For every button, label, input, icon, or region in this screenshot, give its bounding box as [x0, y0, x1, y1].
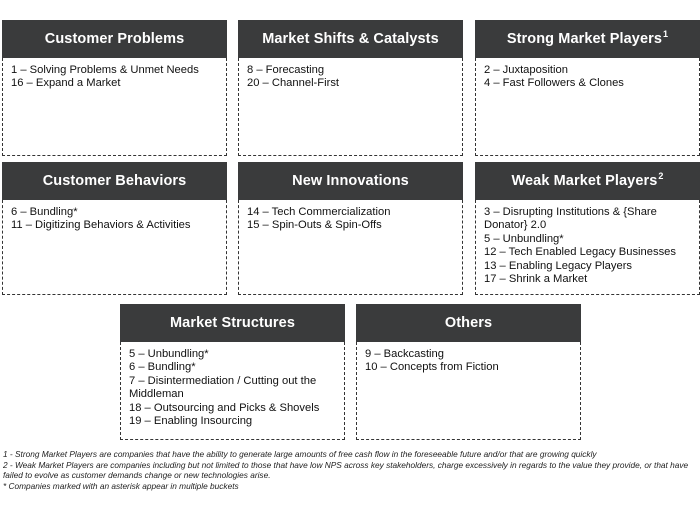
card-market-structures	[120, 304, 345, 440]
card-header: Others	[356, 304, 581, 342]
card-header: Strong Market Players $^1$	[475, 20, 700, 58]
list-item: 18 – Outsourcing and Picks & Shovels	[129, 401, 320, 414]
card-header: Weak Market Players $^2$	[475, 162, 700, 200]
card-market-shifts-catalysts	[238, 20, 463, 156]
list-item: 8 – Forecasting	[247, 64, 325, 76]
card-body	[238, 58, 463, 156]
list-item: 20 – Channel-First	[247, 77, 340, 90]
list-item: 13 – Enabling Legacy Players	[484, 259, 633, 272]
list-item: 6 – Bundling*	[129, 361, 196, 374]
list-item: 9 – Backcasting	[365, 348, 444, 360]
card-header: New Innovations	[238, 162, 463, 200]
card-body	[356, 342, 581, 440]
list-item: 12 – Tech Enabled Legacy Businesses	[484, 246, 676, 259]
card-body	[238, 200, 463, 295]
list-item: 16 – Expand a Market	[11, 77, 121, 90]
card-header: Customer Problems	[2, 20, 227, 58]
list-item: 5 – Unbundling*	[484, 232, 564, 245]
footnote-asterisk: * Companies marked with an asterisk appear in multiple buckets	[3, 480, 239, 491]
list-item: 14 – Tech Commercialization	[247, 206, 391, 218]
footnote-2: 2 - Weak Market Players are companies including but not limited to those that have low NPS across key stakeholders, charge excessively in regards to the value they provide, or that have failed to evolve as customer demands change or new technologies arise.	[3, 459, 689, 481]
list-item: 7 – Disintermediation / Cutting out the Middleman	[129, 374, 317, 401]
card-strong-market-players	[475, 20, 700, 156]
list-item: 11 – Digitizing Behaviors & Activities	[11, 219, 191, 232]
footnote-ref: 1	[663, 29, 669, 39]
card-others	[356, 304, 581, 440]
card-new-innovations	[238, 162, 463, 295]
list-item: 17 – Shrink a Market	[484, 273, 588, 286]
list-item: 2 – Juxtaposition	[484, 64, 568, 76]
list-item: 5 – Unbundling*	[129, 348, 209, 360]
list-item: 1 – Solving Problems & Unmet Needs	[11, 64, 199, 76]
list-item: 4 – Fast Followers & Clones	[484, 77, 624, 90]
list-item: 6 – Bundling*	[11, 206, 78, 218]
card-body	[475, 200, 700, 295]
card-weak-market-players	[475, 162, 700, 295]
list-item: 10 – Concepts from Fiction	[365, 361, 499, 374]
card-body	[475, 58, 700, 156]
card-header: Market Shifts & Catalysts	[238, 20, 463, 58]
list-item: 15 – Spin-Outs & Spin-Offs	[247, 219, 382, 232]
footnote-1: 1 - Strong Market Players are companies that have the ability to generate large amounts of free cash flow in the foreseeable future and/or that are growing quickly	[3, 449, 597, 459]
card-customer-problems	[2, 20, 227, 156]
list-item: 19 – Enabling Insourcing	[129, 415, 253, 428]
card-body	[2, 58, 227, 156]
card-body	[2, 200, 227, 295]
card-header: Customer Behaviors	[2, 162, 227, 200]
card-body	[120, 342, 345, 440]
card-header: Market Structures	[120, 304, 345, 342]
footnote-ref: 2	[658, 171, 664, 181]
list-item: 3 – Disrupting Institutions & {Share Donator} 2.0	[484, 206, 657, 232]
footnotes	[3, 449, 697, 491]
card-customer-behaviors	[2, 162, 227, 295]
